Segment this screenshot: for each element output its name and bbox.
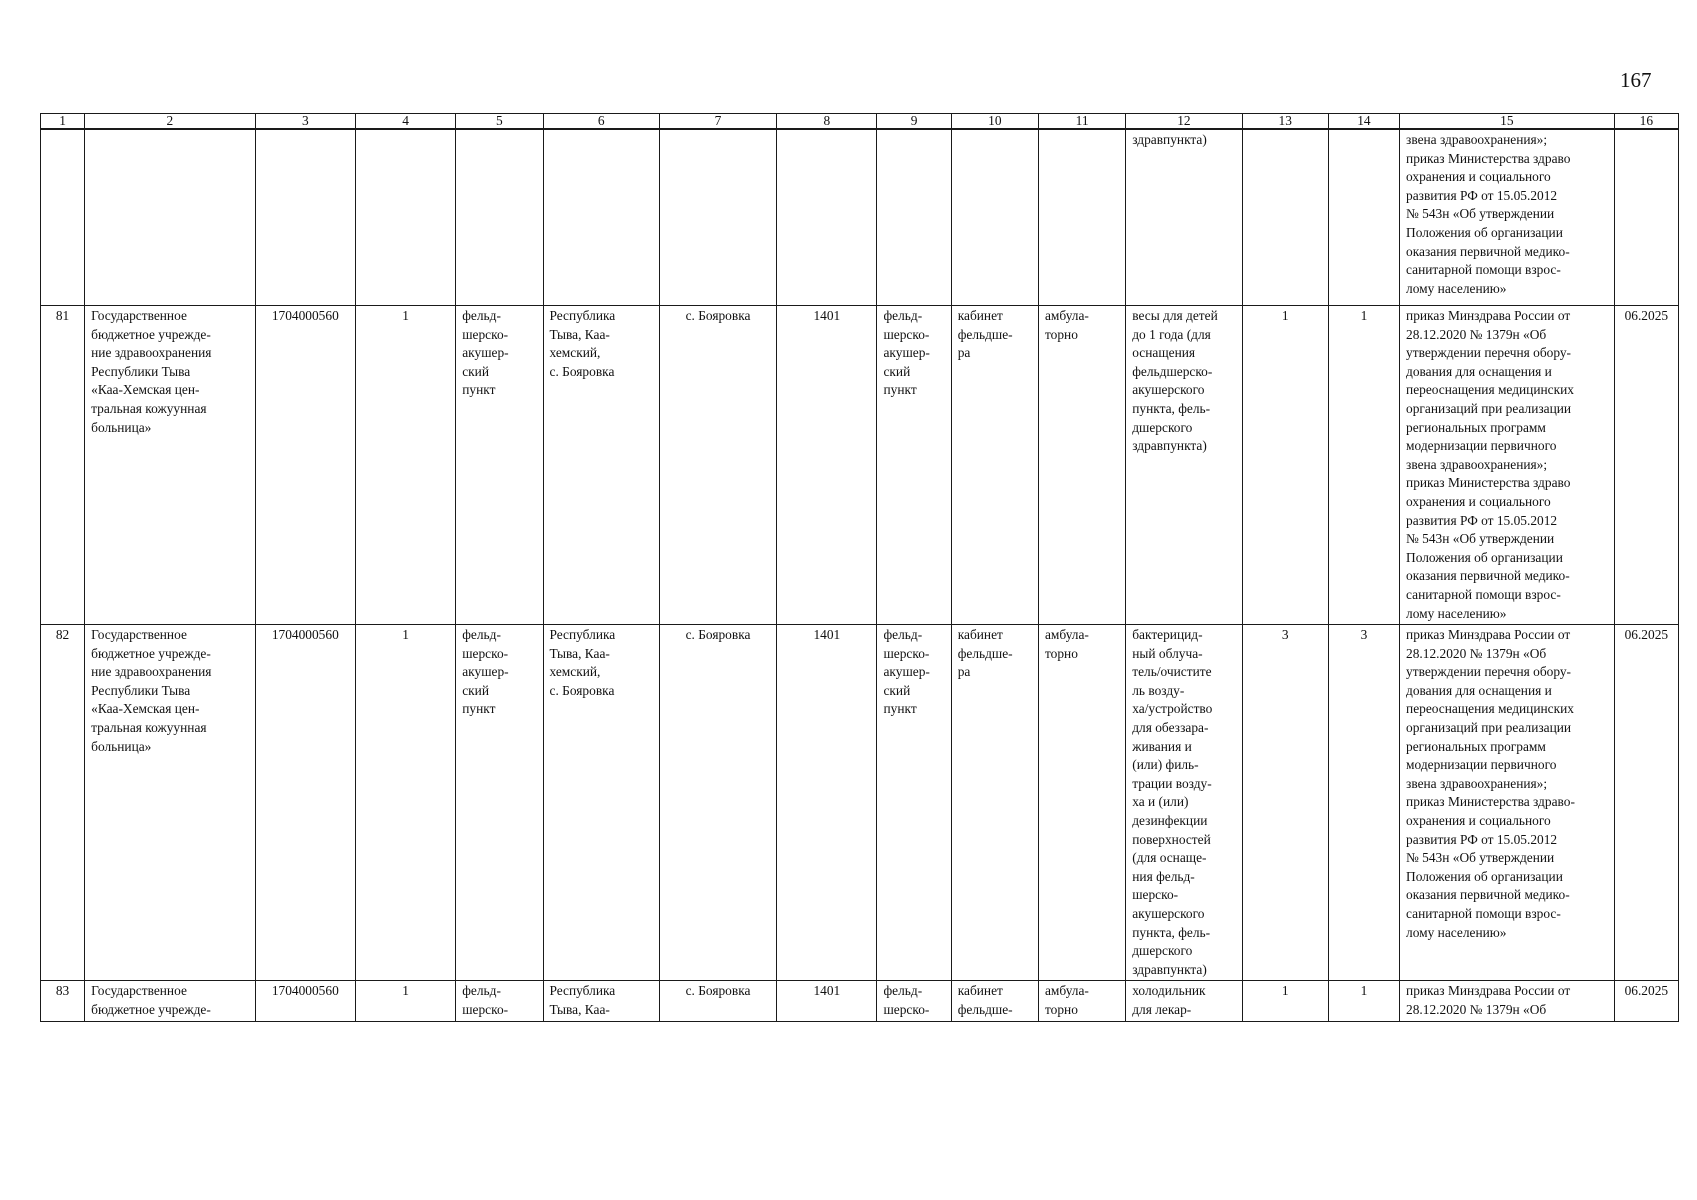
institution-name: Государственное бюджетное учрежде- ние здравоохранения Республики Тыва «Каа-Хемская цен- тральная кожуунная больница»: [85, 625, 256, 981]
room: кабинет фельдше-: [951, 981, 1038, 1021]
unit-type: фельд- шерско- акушер- ский пункт: [877, 306, 951, 625]
column-header: 11: [1038, 114, 1125, 130]
column-header: 9: [877, 114, 951, 130]
code: [777, 129, 877, 306]
equipment-table: [40, 113, 1679, 1022]
legal-basis: приказ Минздрава России от 28.12.2020 № 1379н «Об утверждении перечня обору- дования для оснащения и переоснащения медицинских организаций при реализации региональных программ модернизации первичного звена здравоохранения»; приказ Министерства здраво охранения и социального развития РФ от 15.05.2012 № 543н «Об утверждении Положения об организации оказания первичной медико- санитарной помощи взрос- лому населению»: [1400, 306, 1615, 625]
equipment-name: весы для детей до 1 года (для оснащения фельдшерско- акушерского пункта, фель- дшерского здравпункта): [1126, 306, 1242, 625]
quantity-required: 1: [1242, 981, 1328, 1021]
unit-type: фельд- шерско-: [877, 981, 951, 1021]
legal-basis: приказ Минздрава России от 28.12.2020 № 1379н «Об утверждении перечня обору- дования для оснащения и переоснащения медицинских организаций при реализации региональных программ модернизации первичного звена здравоохранения»; приказ Министерства здраво- охранения и социального развития РФ от 15.05.2012 № 543н «Об утверждении Положения об организации оказания первичной медико- санитарной помощи взрос- лому населению»: [1400, 625, 1615, 981]
care-mode: амбула- торно: [1038, 306, 1125, 625]
inn-code: 1704000560: [255, 306, 355, 625]
inn-code: 1704000560: [255, 625, 355, 981]
column-header: 7: [659, 114, 776, 130]
column-header: 8: [777, 114, 877, 130]
deadline: [1614, 129, 1678, 306]
deadline: 06.2025: [1614, 981, 1678, 1021]
column-header: 6: [543, 114, 659, 130]
care-mode: амбула- торно: [1038, 625, 1125, 981]
inn-code: 1704000560: [255, 981, 355, 1021]
quantity-required: [1242, 129, 1328, 306]
unit-type: фельд- шерско- акушер- ский пункт: [877, 625, 951, 981]
settlement: с. Бояровка: [659, 981, 776, 1021]
col-4-value: 1: [355, 981, 455, 1021]
room: [951, 129, 1038, 306]
facility-type: фельд- шерско- акушер- ский пункт: [456, 625, 543, 981]
institution-name: [85, 129, 256, 306]
column-header: 13: [1242, 114, 1328, 130]
quantity-required: 1: [1242, 306, 1328, 625]
care-mode: амбула- торно: [1038, 981, 1125, 1021]
column-header: 3: [255, 114, 355, 130]
address: Республика Тыва, Каа-: [543, 981, 659, 1021]
column-header: 1: [41, 114, 85, 130]
inn-code: [255, 129, 355, 306]
quantity-planned: 1: [1328, 306, 1399, 625]
care-mode: [1038, 129, 1125, 306]
column-number-row: [41, 114, 1679, 130]
quantity-planned: 1: [1328, 981, 1399, 1021]
table-row: [41, 625, 1679, 981]
deadline: 06.2025: [1614, 625, 1678, 981]
facility-type: фельд- шерско- акушер- ский пункт: [456, 306, 543, 625]
settlement: с. Бояровка: [659, 625, 776, 981]
column-header: 10: [951, 114, 1038, 130]
room: кабинет фельдше- ра: [951, 625, 1038, 981]
row-number: 81: [41, 306, 85, 625]
deadline: 06.2025: [1614, 306, 1678, 625]
address: Республика Тыва, Каа- хемский, с. Бояровка: [543, 625, 659, 981]
row-number: [41, 129, 85, 306]
equipment-name: холодильник для лекар-: [1126, 981, 1242, 1021]
column-header: 16: [1614, 114, 1678, 130]
column-header: 4: [355, 114, 455, 130]
quantity-planned: [1328, 129, 1399, 306]
institution-name: Государственное бюджетное учрежде- ние здравоохранения Республики Тыва «Каа-Хемская цен- тральная кожуунная больница»: [85, 306, 256, 625]
equipment-name: бактерицид- ный облуча- тель/очистите ль возду- ха/устройство для обеззара- живания и (или) филь- трации возду- ха и (или) дезинфекции поверхностей (для оснаще- ния фельд- шерско- акушерского пункта, фель- дшерского здравпункта): [1126, 625, 1242, 981]
row-number: 82: [41, 625, 85, 981]
facility-type: [456, 129, 543, 306]
column-header: 2: [85, 114, 256, 130]
table-row: [41, 981, 1679, 1021]
column-header: 12: [1126, 114, 1242, 130]
settlement: с. Бояровка: [659, 306, 776, 625]
row-number: 83: [41, 981, 85, 1021]
column-header: 15: [1400, 114, 1615, 130]
legal-basis: приказ Минздрава России от 28.12.2020 № 1379н «Об: [1400, 981, 1615, 1021]
page-number: 167: [1620, 68, 1652, 92]
institution-name: Государственное бюджетное учрежде-: [85, 981, 256, 1021]
settlement: [659, 129, 776, 306]
address: Республика Тыва, Каа- хемский, с. Бояровка: [543, 306, 659, 625]
unit-type: [877, 129, 951, 306]
facility-type: фельд- шерско-: [456, 981, 543, 1021]
room: кабинет фельдше- ра: [951, 306, 1038, 625]
code: 1401: [777, 981, 877, 1021]
col-4-value: 1: [355, 306, 455, 625]
quantity-required: 3: [1242, 625, 1328, 981]
column-header: 14: [1328, 114, 1399, 130]
quantity-planned: 3: [1328, 625, 1399, 981]
col-4-value: 1: [355, 625, 455, 981]
legal-basis: звена здравоохранения»; приказ Министерства здраво охранения и социального развития РФ от 15.05.2012 № 543н «Об утверждении Положения об организации оказания первичной медико- санитарной помощи взрос- лому населению»: [1400, 129, 1615, 306]
col-4-value: [355, 129, 455, 306]
equipment-name: здравпункта): [1126, 129, 1242, 306]
code: 1401: [777, 306, 877, 625]
code: 1401: [777, 625, 877, 981]
column-header: 5: [456, 114, 543, 130]
table-row: [41, 306, 1679, 625]
table-row: [41, 129, 1679, 306]
address: [543, 129, 659, 306]
